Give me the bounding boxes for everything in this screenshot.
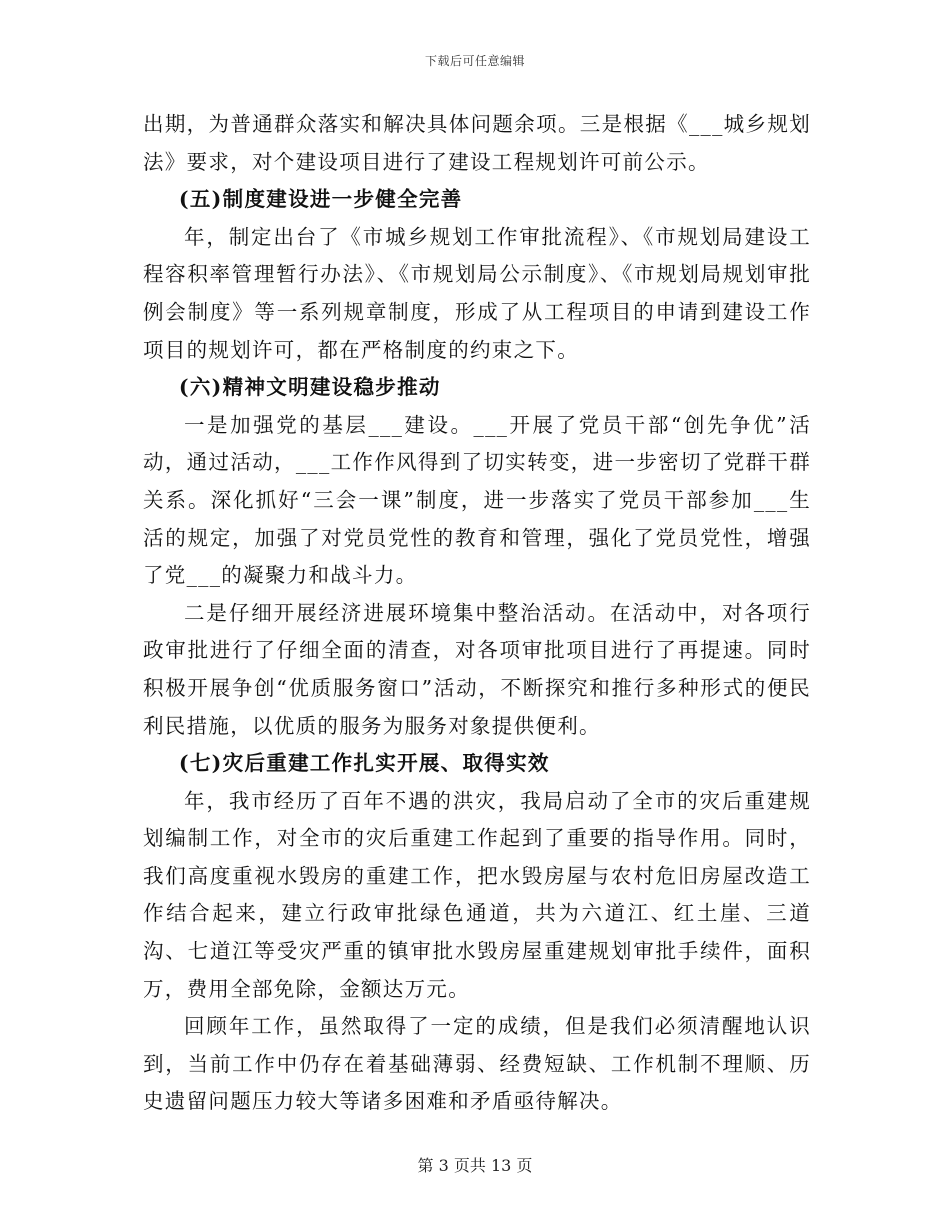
document-body: [143, 106, 811, 1121]
section-heading-6: (六)精神文明建设稳步推动: [178, 375, 441, 400]
paragraph-reconstruction: 年，我市经历了百年不遇的洪灾，我局启动了全市的灾后重建规划编制工作，对全市的灾后重建工作起到了重要的指导作用。同时，我们高度重视水毁房的重建工作，把水毁房屋与农村危旧房屋改造工作结合起来，建立行政审批绿色通道，共为六道江、红土崖、三道沟、七道江等受灾严重的镇审批水毁房屋重建规划审批手续件，面积万，费用全部免除，金额达万元。: [143, 788, 811, 1001]
paragraph-review: 回顾年工作，虽然取得了一定的成绩，但是我们必须清醒地认识到，当前工作中仍存在着基础薄弱、经费短缺、工作机制不理顺、历史遗留问题压力较大等诸多困难和矛盾亟待解决。: [143, 1014, 811, 1114]
page-header: 下载后可任意编辑: [424, 54, 525, 68]
paragraph-continuation: 出期，为普通群众落实和解决具体问题余项。三是根据《___城乡规划法》要求，对个建设项目进行了建设工程规划许可前公示。: [143, 112, 811, 174]
page-number: 第 3 页共 13 页: [417, 1156, 533, 1175]
paragraph-party-building: 一是加强党的基层___建设。___开展了党员干部“创先争优”活动，通过活动，___工作作风得到了切实转变，进一步密切了党群干群关系。深化抓好“三会一课”制度，进一步落实了党员干部参加___生活的规定，加强了对党员党性的教育和管理，强化了党员党性，增强了党___的凝聚力和战斗力。: [143, 412, 811, 588]
section-heading-5: (五)制度建设进一步健全完善: [178, 187, 463, 212]
section-heading-7: (七)灾后重建工作扎实开展、取得实效: [178, 751, 550, 776]
paragraph-regulations: 年，制定出台了《市城乡规划工作审批流程》、《市规划局建设工程容积率管理暂行办法》、《市规划局公示制度》、《市规划局规划审批例会制度》等一系列规章制度，形成了从工程项目的申请到建设工作项目的规划许可，都在严格制度的约束之下。: [143, 224, 811, 362]
paragraph-environment-rectification: 二是仔细开展经济进展环境集中整治活动。在活动中，对各项行政审批进行了仔细全面的清查，对各项审批项目进行了再提速。同时积极开展争创“优质服务窗口”活动，不断探究和推行多种形式的便民利民措施，以优质的服务为服务对象提供便利。: [143, 600, 811, 738]
